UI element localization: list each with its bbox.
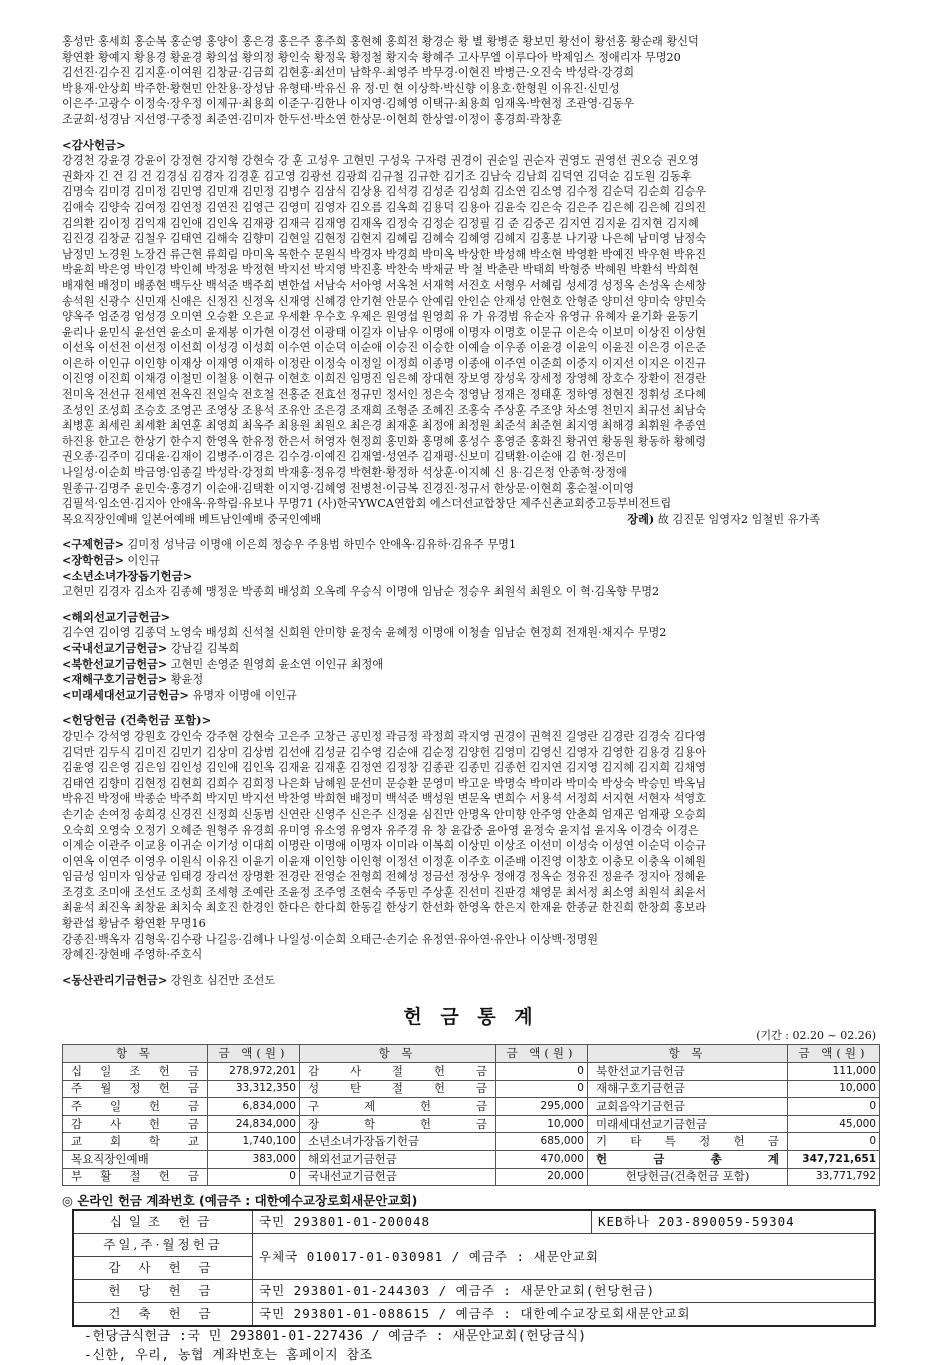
table-row <box>63 1080 880 1098</box>
name-text: 이인규 <box>127 554 160 567</box>
name-line: 김선진·김수진 김지훈·이여원 김창균·김금희 김현홍·최선미 남학우·최영주 박무경·이현진 박병근·오진숙 박성락·강경희 <box>62 66 635 80</box>
item-cell: 감 사 절 헌 금 <box>299 1063 495 1081</box>
section-heading: <구제헌금> <box>62 537 124 552</box>
funeral-names: 故 김진문 임영자2 임철빈 유가족 <box>657 512 820 526</box>
account-number: 우체국 010017-01-030981 / 예금주 : 새문안교회 <box>253 1234 876 1280</box>
item-cell: 기 타 특 정 헌 금 <box>587 1133 787 1151</box>
section-heading: <해외선교기금헌금> <box>62 609 171 624</box>
relief-section <box>62 537 880 599</box>
amount-cell: 20,000 <box>495 1168 587 1186</box>
name-line: 고현민 김경자 김소자 김종혜 맹정운 박종희 배성희 오옥례 우승식 이명애 임남순 정승우 최원석 최원오 이 혁·김옥향 무명2 <box>62 585 660 599</box>
name-line: 송석원 신광수 신민재 신애은 신정진 신정옥 신재영 신혜경 안기현 안문수 안예림 안인순 안재성 안현호 안형준 양미선 양미숙 양민숙 <box>62 294 707 308</box>
amount-cell: 685,000 <box>495 1133 587 1151</box>
offering-page <box>62 34 880 1365</box>
funeral-label: 장례) <box>627 511 655 526</box>
name-line: 조균희·성경남 지선영·구중정 최준연·김미자 한두선·박소연 한상문·이현희 한상열·이정이 홍경희·곽창훈 <box>62 112 563 126</box>
name-line: 김의환 김이정 김익재 김인애 김인옥 김재광 김재극 김재영 김재옥 김정숙 김정순 김정필 김 준 김중곤 김지연 김지윤 김지현 김지혜 <box>62 216 699 230</box>
item-cell: 재해구호기금헌금 <box>587 1080 787 1098</box>
name-line: 조경호 조미애 조선도 조성희 조세형 조예란 조윤정 조주영 조현숙 주동민 주상훈 진선미 진판경 채영문 최서정 최소영 최원석 최윤서 <box>62 885 707 899</box>
name-line: 김윤영 김은영 김은임 김인성 김인애 김인옥 김재윤 김재훈 김정연 김정창 김종관 김종민 김종헌 김지연 김지영 김지혜 김지희 김채영 <box>62 761 707 775</box>
total-label-cell: 헌 금 총 계 <box>587 1151 787 1169</box>
table-row <box>73 1234 875 1257</box>
building-section <box>62 713 880 963</box>
name-text: 목요직장인예배 일본어예배 베트남인예배 중국인예배 <box>62 512 322 526</box>
section-heading: <헌당헌금 (건축헌금 포함)> <box>62 713 212 728</box>
name-line: 이연옥 이연주 이영우 이원식 이유진 이윤기 이윤재 이인향 이인형 이정선 이정훈 이주호 이준배 이진영 이창호 이충모 이충옥 이혜원 <box>62 854 707 868</box>
item-cell: 감 사 헌 금 <box>63 1115 208 1133</box>
gamsa-section <box>62 138 880 528</box>
name-line: 황관섭 황남주 황연환 무명16 <box>62 917 206 931</box>
item-cell: 십 일 조 헌 금 <box>63 1063 208 1081</box>
name-line: 김필석·임소연·김지아 안애옥·유학림·유보나 무명71 (사)한국YWCA연합회 에스더선교합창단 제주신촌교회중고등부비전트립 <box>62 497 672 511</box>
name-line: 이은하 이인규 이인향 이재상 이재영 이재하 이정란 이정숙 이정일 이정희 이종명 이종애 이주연 이준희 이중지 이지선 이지은 이진규 <box>62 356 707 370</box>
item-cell: 교회음악기금헌금 <box>587 1098 787 1116</box>
column-header: 금 액(원) <box>788 1045 880 1063</box>
name-line: 이은주·고광수 이정숙·장우정 이제규·최용희 이준구·김한나 이지영·김혜영 이택규·최용희 임재옥·박현정 조관영·김동우 <box>62 97 635 111</box>
section-heading: <북한선교기금헌금> <box>62 656 168 671</box>
item-cell: 구 제 헌 금 <box>299 1098 495 1116</box>
name-line: 최윤석 최진옥 최창윤 최치숙 최호진 한경인 한다은 한다희 한동길 한상기 한선화 한영옥 한은지 한재윤 한종균 한진희 한창희 홍보라 <box>62 901 707 915</box>
top-names <box>62 34 880 128</box>
stats-title: 헌 금 통 계 <box>403 1006 539 1029</box>
name-line: 박유진 박정애 박종순 박주희 박지민 박지선 박찬영 박희현 배정미 백석준 백성원 변문옥 변희수 서용석 서정희 서지현 서현자 석영호 <box>62 792 707 806</box>
name-line: 권화자 긴 건 김 건 김경심 김경자 김경훈 김고영 김광선 김광희 김규철 김규한 김기조 김남숙 김남희 김덕연 김덕순 김도원 김동후 <box>62 169 692 183</box>
note-line: -헌당금식헌금 :국 민 293801-01-227436 / 예금주 : 새문안교회(헌당금식) <box>84 1329 587 1345</box>
disaster-relief-line <box>62 672 880 688</box>
table-row <box>73 1280 875 1303</box>
mission-section <box>62 610 880 704</box>
item-cell: 목요직장인예배 <box>63 1151 208 1169</box>
relief-line <box>62 537 880 553</box>
accounts-table <box>72 1209 876 1327</box>
name-line: 강경천 강윤경 강윤이 강정현 강지형 강현숙 강 훈 고성우 고현민 구성욱 구자령 권경이 권순일 권순자 권영도 권영선 권오승 권오영 <box>62 154 699 168</box>
account-label: 건 축 헌 금 <box>73 1303 253 1327</box>
table-row <box>63 1098 880 1116</box>
item-cell: 헌당헌금(건축헌금 포함) <box>587 1168 787 1186</box>
stats-table <box>62 1044 880 1186</box>
amount-cell: 6,834,000 <box>207 1098 299 1116</box>
name-line: 황연환 황예지 황용경 황윤경 황의섭 황의정 황인숙 황정욱 황정철 황지숙 황혜주 고사무엘 이루다아 박제임스 정애리자 무명20 <box>62 50 681 64</box>
amount-cell: 10,000 <box>788 1080 880 1098</box>
funeral-note <box>627 512 820 528</box>
name-line: 김명숙 김미경 김미정 김민영 김민재 김민정 김병수 김삼식 김상용 김석경 김성준 김성희 김소연 김소영 김수정 김순덕 김순희 김승우 <box>62 185 707 199</box>
scholarship-line <box>62 553 880 569</box>
name-line: 김덕만 김두식 김미진 김민기 김상미 김상범 김선애 김성균 김수영 김순애 김순정 김양헌 김영미 김영신 김영자 김영한 김용경 김용아 <box>62 745 707 759</box>
item-cell: 소년소녀가장돕기헌금 <box>299 1133 495 1151</box>
item-cell: 장 학 헌 금 <box>299 1115 495 1133</box>
table-row <box>73 1210 875 1234</box>
table-row <box>63 1151 880 1169</box>
name-line: 박용재·안상희 박주한·황현민 안찬용·장성남 유형태·박유신 유 정·민 현 이상학·박신향 이용호·한형원 이유진·신민성 <box>62 81 620 95</box>
facility-line <box>62 973 880 989</box>
domestic-mission-line <box>62 641 880 657</box>
name-text: 강원호 심건만 조선도 <box>170 973 276 987</box>
account-label: 십일조 헌금 <box>73 1210 253 1234</box>
amount-cell: 111,000 <box>788 1063 880 1081</box>
note-line: -신한, 우리, 농협 계좌번호는 홈페이지 참조 <box>84 1348 373 1364</box>
name-line: 오숙희 오영숙 오정기 오혜준 원형주 유경희 유미영 유소영 유영자 유주경 유 창 윤갑중 윤아영 윤정숙 윤지섭 윤지옥 이경숙 이경은 <box>62 823 699 837</box>
section-heading: <동산관리기금헌금> <box>62 972 168 987</box>
item-cell: 교 회 학 교 <box>63 1133 208 1151</box>
item-cell: 미래세대선교기금헌금 <box>587 1115 787 1133</box>
name-line <box>62 512 880 528</box>
name-line: 배재현 배정미 배종현 백두산 백석준 백주희 변한섭 서남숙 서아영 서옥천 서재혁 서진호 서형우 서혜림 성세경 성정옥 손성옥 손세창 <box>62 278 707 292</box>
name-line: 김애숙 김양숙 김여정 김연정 김연진 김영근 김영미 김영자 김오름 김옥희 김용덕 김용아 김윤숙 김은숙 김은주 김은혜 김은혜 김의진 <box>62 200 707 214</box>
amount-cell: 0 <box>495 1063 587 1081</box>
section-heading: <소년소녀가장돕기헌금> <box>62 568 193 583</box>
item-cell: 성 탄 절 헌 금 <box>299 1080 495 1098</box>
name-line: 이진영 이진희 이채경 이철민 이철용 이현규 이현호 이희진 임명진 임은혜 장대현 장보영 장성욱 장세정 장영혜 장호수 장환이 전경란 <box>62 372 707 386</box>
name-text: 유명자 이명애 이인규 <box>192 688 297 702</box>
name-line: 하진용 한고은 한상기 한수지 한영옥 한유정 한은서 허영자 현정희 홍민화 홍명혜 홍성수 홍영준 홍화진 황귀연 황동원 황동하 황혜령 <box>62 434 707 448</box>
account-label: 주일,주·월정헌금 <box>73 1234 253 1257</box>
name-text: 황윤정 <box>170 673 204 687</box>
account-label: 감 사 헌 금 <box>73 1257 253 1280</box>
name-line: 윤리나 윤민식 윤선연 윤소미 윤재봉 이가현 이경선 이광태 이길자 이남우 이명애 이명자 이명호 이문규 이은숙 이보미 이상진 이상현 <box>62 325 707 339</box>
amount-cell: 1,740,100 <box>207 1133 299 1151</box>
item-cell: 국내선교기금헌금 <box>299 1168 495 1186</box>
table-row <box>63 1133 880 1151</box>
name-line: 손기순 손여정 송희경 신경진 신정희 신동범 신연란 신영주 신은주 신정윤 심진만 안명옥 안미향 안주영 안춘희 엄재곤 엄재광 오승희 <box>62 807 707 821</box>
stats-period: (기간 : 02.20 ~ 02.26) <box>756 1029 876 1043</box>
table-header-row <box>63 1045 880 1063</box>
total-amount-cell: 347,721,651 <box>788 1151 880 1169</box>
item-cell: 주 일 헌 금 <box>63 1098 208 1116</box>
name-text: 고현민 손영준 원영희 윤소연 이인규 최정애 <box>170 657 384 671</box>
table-row <box>73 1303 875 1327</box>
name-line: 양옥주 엄준경 엄성경 오미연 오승환 오은교 우세환 우수호 우제은 원영섭 원영희 유 가 유경범 유순자 유영규 유혜자 윤기화 윤동기 <box>62 310 699 324</box>
nk-mission-line <box>62 657 880 673</box>
amount-cell: 33,312,350 <box>207 1080 299 1098</box>
name-text: 김미정 성낙금 이명애 이은희 정승우 주용범 하민수 안애옥·김유하·김유주 무명1 <box>127 538 517 552</box>
section-heading: <국내선교기금헌금> <box>62 640 168 655</box>
item-cell: 해외선교기금헌금 <box>299 1151 495 1169</box>
name-line: 장혜진·장현배 주영하·주호식 <box>62 948 203 962</box>
column-header: 항 목 <box>63 1045 208 1063</box>
name-line: 김진경 김창균 김철우 김태연 김해숙 김향미 김현일 김현정 김현지 김혜림 김혜숙 김혜영 김혜지 김홍분 나기광 나은혜 남미영 남정숙 <box>62 232 707 246</box>
name-line: 강종진·백옥자 김형욱·김수광 나길응·김혜나 나일성·이순희 오태근·손기순 유정연·유아연·유안나 이상백·정명원 <box>62 932 599 946</box>
column-header: 금 액(원) <box>495 1045 587 1063</box>
amount-cell: 383,000 <box>207 1151 299 1169</box>
amount-cell: 0 <box>788 1133 880 1151</box>
name-line: 박윤희 박은영 박인경 박인혜 박정윤 박정현 박지선 박지영 박진홍 박찬숙 박채균 박 철 박춘란 박태희 박형중 박혜원 박환석 박희현 <box>62 263 699 277</box>
column-header: 항 목 <box>587 1045 787 1063</box>
amount-cell: 24,834,000 <box>207 1115 299 1133</box>
name-line: 이선옥 이선전 이선정 이선희 이성경 이성희 이수연 이순덕 이순애 이승진 이승한 이예슬 이우종 이윤경 이윤익 이윤진 이은경 이은준 <box>62 341 707 355</box>
amount-cell: 470,000 <box>495 1151 587 1169</box>
name-line: 남정민 노경원 노장건 류근현 류희림 마미옥 목한수 문원식 박경자 박경희 박미옥 박상한 박성해 박소현 박영환 박예진 박우현 박유진 <box>62 247 707 261</box>
account-label: 헌 당 헌 금 <box>73 1280 253 1303</box>
name-line: 원종규·김명주 윤민숙·홍경기 이순애·김택환 이지영·김혜영 전병천·이금복 진경진·정규서 한상문·이현희 홍순철·이미영 <box>62 481 635 495</box>
amount-cell: 33,771,792 <box>788 1168 880 1186</box>
name-line: 강민수 강석영 강원호 강인숙 강주현 강현숙 고은주 고창근 공민정 곽금정 곽정희 곽지영 권경이 권혁진 길영란 김경란 김경숙 김다영 <box>62 729 707 743</box>
amount-cell: 278,972,201 <box>207 1063 299 1081</box>
amount-cell: 45,000 <box>788 1115 880 1133</box>
account-number: 국민 293801-01-088615 / 예금주 : 대한예수교장로회새문안교회 <box>253 1303 876 1327</box>
online-accounts-heading: ◎ 온라인 헌금 계좌번호 (예금주 : 대한예수교장로회새문안교회) <box>62 1193 418 1209</box>
amount-cell: 0 <box>495 1080 587 1098</box>
column-header: 금 액(원) <box>207 1045 299 1063</box>
account-number: 국민 293801-01-244303 / 예금주 : 새문안교회(헌당헌금) <box>253 1280 876 1303</box>
section-heading: <미래세대선교기금헌금> <box>62 687 189 702</box>
account-number: 국민 293801-01-200048 <box>253 1210 592 1234</box>
name-line: 나일성·이순희 박금영·임종길 박성락·강정희 박재홍·정유경 박현환·황정하 석상훈·이지혜 신 용·김은정 안종혁·장정애 <box>62 466 627 480</box>
name-line: 이계순 이관주 이교용 이귀순 이기성 이대희 이명란 이명애 이명자 이미라 이복희 이상민 이상조 이선미 이성숙 이성연 이순덕 이승규 <box>62 839 707 853</box>
amount-cell: 0 <box>788 1098 880 1116</box>
item-cell: 부 활 절 헌 금 <box>63 1168 208 1186</box>
item-cell: 북한선교기금헌금 <box>587 1063 787 1081</box>
amount-cell: 295,000 <box>495 1098 587 1116</box>
name-line: 홍성만 홍세희 홍순복 홍순영 홍양이 홍은경 홍은주 홍주희 홍현혜 홍희전 황경순 황 별 황병준 황보민 황선이 황선홍 황순래 황신덕 <box>62 35 699 48</box>
name-line: 김수연 김이영 김종덕 노영숙 배성희 신석철 신희원 안미향 윤정숙 윤혜정 이명애 이청솔 임남순 현정희 전재원·채지수 무명2 <box>62 626 667 640</box>
table-row <box>63 1168 880 1186</box>
section-heading: <장학헌금> <box>62 553 124 567</box>
account-number: KEB하나 203-890059-59304 <box>592 1210 876 1234</box>
amount-cell: 0 <box>207 1168 299 1186</box>
name-line: 김태연 김향미 김현정 김현희 김희수 김희정 나은화 남혜원 문선미 문승환 문영미 박고운 박명숙 박미라 박미숙 박상숙 박승민 박옥님 <box>62 776 707 790</box>
table-row <box>63 1115 880 1133</box>
section-heading: <감사헌금> <box>62 137 126 152</box>
table-row <box>63 1063 880 1081</box>
column-header: 항 목 <box>299 1045 495 1063</box>
name-line: 임금성 임미자 임상균 임태경 장리선 장명환 전경란 전영순 전형희 전혜성 정금선 정상우 정애경 정옥순 정유진 정윤주 정지아 정혜윤 <box>62 870 707 884</box>
facility-section <box>62 973 880 989</box>
name-line: 조성인 조성희 조승호 조영곤 조영상 조용석 조유안 조은경 조재희 조형준 조혜진 조홍숙 주상훈 주조양 차소영 천민지 최규선 최남숙 <box>62 403 707 417</box>
name-text: 강남길 김복희 <box>170 641 240 655</box>
amount-cell: 10,000 <box>495 1115 587 1133</box>
name-line: 최병훈 최세린 최세환 최연훈 최영희 최옥주 최용원 최원오 최은경 최재훈 최정애 최정원 최준석 최준현 최지영 최해경 최휘원 추종연 <box>62 419 707 433</box>
future-mission-line <box>62 688 880 704</box>
item-cell: 주 월 정 헌 금 <box>63 1080 208 1098</box>
name-line: 전미옥 전선규 전세연 전옥진 전일숙 전호철 전홍준 전효선 정규민 정서인 정은숙 정영남 정재은 정태훈 정하영 정현진 정휘성 조다혜 <box>62 388 707 402</box>
name-line: 권오종·김주미 김대윤·김재이 김병주·이경은 김수경·이예진 김재열·성연주 김재평·신보미 김택환·이순애 김 헌·정은미 <box>62 450 627 464</box>
account-notes <box>84 1327 880 1365</box>
section-heading: <재해구호기금헌금> <box>62 672 168 687</box>
